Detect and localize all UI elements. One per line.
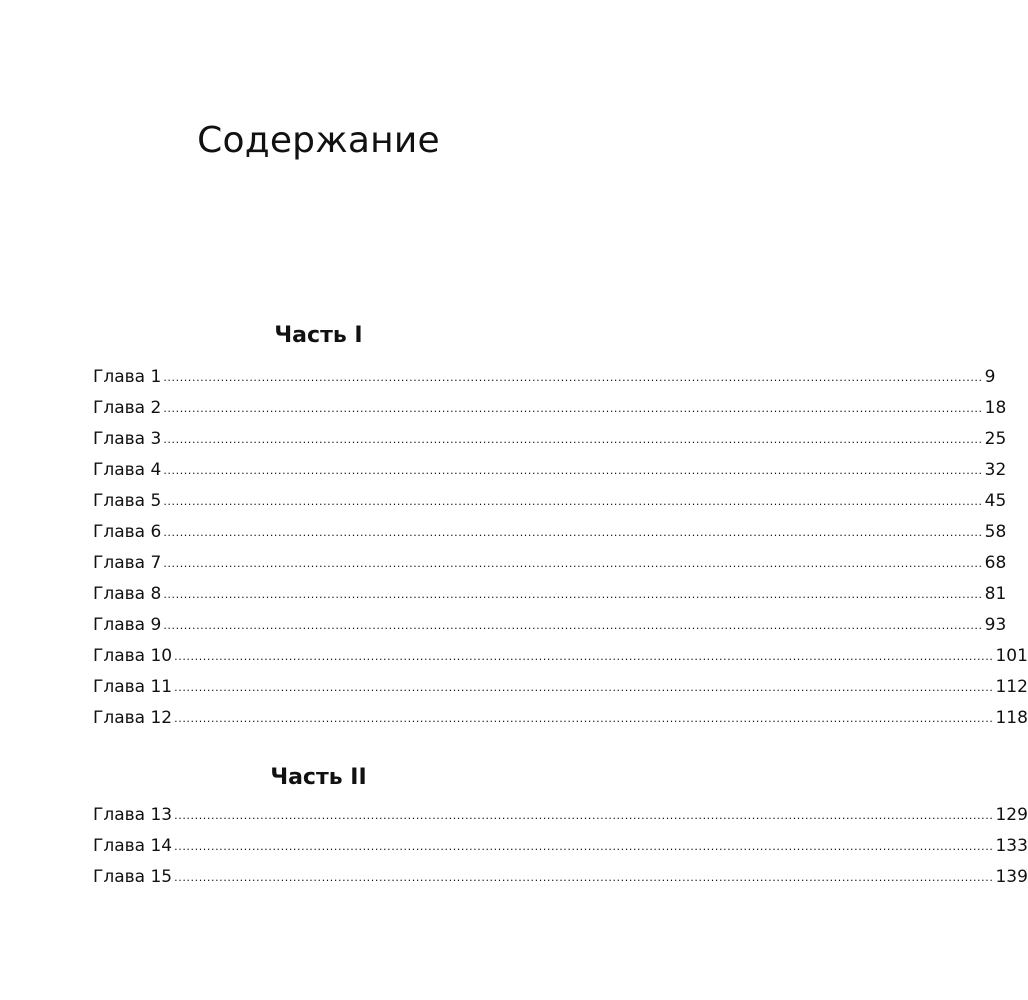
toc-entry	[93, 393, 1007, 424]
toc-entry	[93, 424, 1007, 455]
part-1-chapter-list	[93, 362, 1028, 734]
dot-leader: ........................................................................................................................................................................................................	[163, 557, 983, 570]
toc-entry	[93, 641, 1028, 672]
toc-entry	[93, 579, 1007, 610]
chapter-label: Глава 6	[93, 522, 162, 542]
toc-entry	[93, 486, 1007, 517]
page-title: Содержание	[197, 120, 440, 161]
page-number: 68	[984, 553, 1007, 573]
toc-entry	[93, 455, 1007, 486]
dot-leader: ........................................................................................................................................................................................................	[163, 495, 983, 508]
page-number: 129	[995, 805, 1028, 825]
dot-leader: ........................................................................................................................................................................................................	[174, 809, 994, 822]
dot-leader: ........................................................................................................................................................................................................	[174, 712, 994, 725]
dot-leader: ........................................................................................................................................................................................................	[163, 588, 983, 601]
chapter-label: Глава 3	[93, 429, 162, 449]
dot-leader: ........................................................................................................................................................................................................	[163, 619, 983, 632]
toc-entry	[93, 831, 1028, 862]
chapter-label: Глава 11	[93, 677, 173, 697]
dot-leader: ........................................................................................................................................................................................................	[163, 371, 983, 384]
toc-entry	[93, 548, 1007, 579]
toc-entry	[93, 703, 1028, 734]
page-number: 133	[995, 836, 1028, 856]
dot-leader: ........................................................................................................................................................................................................	[174, 650, 994, 663]
dot-leader: ........................................................................................................................................................................................................	[163, 464, 983, 477]
page-number: 25	[984, 429, 1007, 449]
page-number: 18	[984, 398, 1007, 418]
chapter-label: Глава 14	[93, 836, 173, 856]
chapter-label: Глава 12	[93, 708, 173, 728]
chapter-label: Глава 7	[93, 553, 162, 573]
chapter-label: Глава 1	[93, 367, 162, 387]
toc-entry	[93, 672, 1028, 703]
chapter-label: Глава 13	[93, 805, 173, 825]
part-heading: Часть II	[270, 765, 367, 790]
page-number: 112	[995, 677, 1028, 697]
dot-leader: ........................................................................................................................................................................................................	[174, 681, 994, 694]
page-number: 81	[984, 584, 1007, 604]
chapter-label: Глава 4	[93, 460, 162, 480]
chapter-label: Глава 9	[93, 615, 162, 635]
part-heading: Часть I	[274, 323, 363, 348]
page-number: 45	[984, 491, 1007, 511]
toc-entry	[93, 862, 1028, 893]
chapter-label: Глава 2	[93, 398, 162, 418]
page-number: 118	[995, 708, 1028, 728]
part-2-chapter-list	[93, 800, 1028, 893]
toc-entry	[93, 517, 1007, 548]
page-number: 9	[984, 367, 996, 387]
dot-leader: ........................................................................................................................................................................................................	[163, 433, 983, 446]
dot-leader: ........................................................................................................................................................................................................	[174, 840, 994, 853]
toc-entry	[93, 610, 1007, 641]
toc-entry	[93, 362, 996, 393]
chapter-label: Глава 5	[93, 491, 162, 511]
page-number: 32	[984, 460, 1007, 480]
dot-leader: ........................................................................................................................................................................................................	[163, 402, 983, 415]
toc-entry	[93, 800, 1028, 831]
page-number: 93	[984, 615, 1007, 635]
page-number: 139	[995, 867, 1028, 887]
page-number: 58	[984, 522, 1007, 542]
chapter-label: Глава 15	[93, 867, 173, 887]
dot-leader: ........................................................................................................................................................................................................	[163, 526, 983, 539]
page-number: 101	[995, 646, 1028, 666]
chapter-label: Глава 8	[93, 584, 162, 604]
dot-leader: ........................................................................................................................................................................................................	[174, 871, 994, 884]
chapter-label: Глава 10	[93, 646, 173, 666]
